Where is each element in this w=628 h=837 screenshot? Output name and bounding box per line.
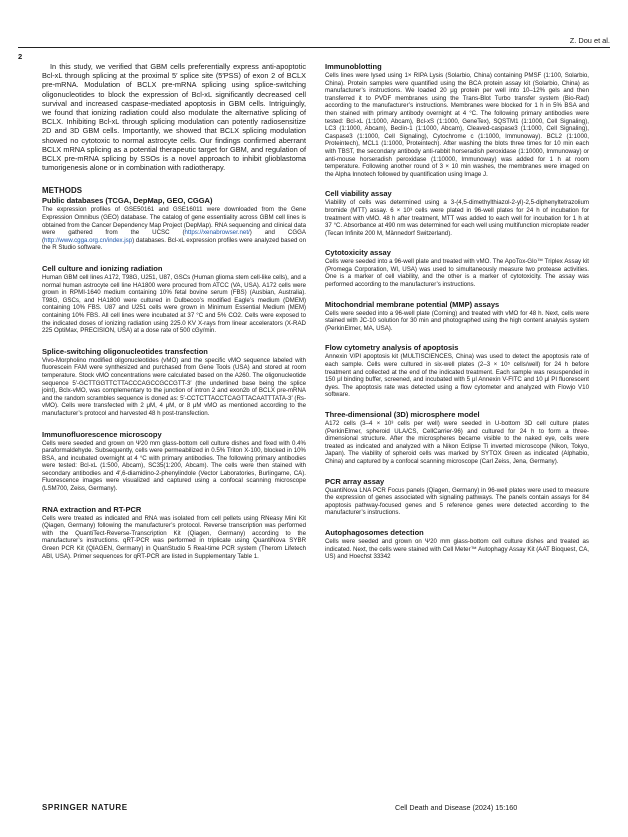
section-body <box>42 357 306 418</box>
left-sections <box>42 196 306 560</box>
intro-paragraph: In this study, we verified that GBM cells preferentially express anti-apoptotic Bcl-xL through splicing at the proximal 5′ splice site (5′PSS) of exon 2 of BCLX pre-mRNA. Modulation of BCLX pre-mRNA splicing using splice-switching oligonucleotides to block the expression of Bcl-xL significantly decreased cell survival and increased caspase-mediated apoptosis in GBM cells. Intriguingly, we found that ionizing radiation could also modulate the alternative splicing of BCLX. Inhibiting Bcl-xL through splicing modulation can potently radiosensitize 2D and 3D GBM cells. Importantly, we showed that BCLX splicing modulation showed no cytotoxic to normal astrocyte cells. Our findings confirmed aberrant BCLX mRNA splicing as a potential therapeutic target for GBM, and regulation of BCLX pre-mRNA splicing by SSOs is a novel approach to inhibit glioblastoma tumorigenesis alone or in combination with radiotherapy. <box>42 62 306 173</box>
running-head: Z. Dou et al. <box>569 36 610 45</box>
section-immunoblotting <box>325 62 589 178</box>
section-cytotoxicity-assay <box>325 248 589 288</box>
section-heading: Mitochondrial membrane potential (MMP) assays <box>325 299 500 309</box>
section-body <box>325 538 589 561</box>
body-text: Annexin V/PI apoptosis kit (MULTISCIENCES, China) was used to detect the apoptosis rate of each sample. Cells were cultured in six-well plates (2–3 × 10⁵ cells/well) for 24 h before treatment and collected at the end of the indicated treatment. Each sample was resuspended in 150 μl binding buffer, screened, and incubated with 5 μl Annexin V-FITC and 10 μl PI fluorescent dyes. The apoptosis rate was detected using a flow cytometer and analyzed with Flowjo V10 software. <box>325 353 589 399</box>
section-public-databases-tcga-depmap-geo-cgga <box>42 196 306 252</box>
methods-heading: METHODS <box>42 186 83 196</box>
body-text: A172 cells (3–4 × 10³ cells per well) were seeded in U-bottom 3D cell culture plates (PerkinElmer, spheroid ULA/CS, CellCarrier-96) and cultured for 24 h to form a three-dimensional structure. After the microspheres became visible to the naked eye, cells were treated as indicated and analyzed with a Nikon Eclipse Ti inverted microscope (Nikon, Tokyo, Japan). The viability of spheroid cells was marked by SYTOX Green as indicated (Alphabio, China) and captured by a confocal scanning microscope (Carl Zeiss, Jena, Germany). <box>325 420 589 465</box>
section-heading: Cell viability assay <box>325 189 392 199</box>
section-splice-switching-oligonucleotides-transfection <box>42 347 306 418</box>
body-text: Vivo-Morpholino modified oligonucleotides (vMO) and the specific vMO sequence labeled with fluorescein FAM were synthesized and purchased from Gene Tools (USA) and stored at room temperature. Stock vMO concentrations were calculated based on the A260. The oligonucleotide sequence 5′-GCTTGGTTCTTACCCAGCCGCCGTT-3′ (the underlined base being the splice joint), Bclx-vMO, was complementary to the junction of intron 2 and exon2b of BCLX pre-mRNA and the random scrambles sequence is doned as: 5′-CCTCTTACCTCAGTTACAATTTATA-3′ (Rs-vMO). Cells were transfected with 2 μM, 4 μM, or 8 μM vMO as mentioned according to the manufacturer’s protocol and harvested 48 h post-transfection. <box>42 356 306 417</box>
section-autophagosomes-detection <box>325 528 589 561</box>
section-body <box>325 420 589 466</box>
section-heading: Immunofluorescence microscopy <box>42 429 162 439</box>
section-rna-extraction-and-rt-pcr <box>42 505 306 561</box>
right-sections <box>325 62 589 561</box>
body-text: ) databases. Bcl-xL expression profiles were analyzed based on the R Studio software. <box>42 236 306 252</box>
section-heading: Flow cytometry analysis of apoptosis <box>325 343 459 353</box>
section-body <box>325 487 589 517</box>
body-text: Cells were treated as indicated and RNA was isolated from cell pellets using RNeasy Mini Kit (Qiagen, Germany) following the manufacturer’s protocol. Reverse transcription was performed with the QuantiTect-Reverse-Transcription Kit (Qiagen, Germany) according to the manufacturer’s instructions. qRT-PCR was performed in triplicate using QuantiNova SYBR Green PCR Kit (QIAGEN, Germany) in QuanStudio 5 Real-time PCR system (Therom Lifetech ABI, USA). Primer sequences for qRT-PCR are listed in Supplementary Table 1. <box>42 514 306 560</box>
section-heading: Public databases (TCGA, DepMap, GEO, CGGA) <box>42 196 213 206</box>
left-column <box>42 62 306 572</box>
section-heading: Splice-switching oligonucleotides transfection <box>42 346 208 356</box>
body-text: Viability of cells was determined using a 3-(4,5-dimethylthiazol-2-yl)-2,5-diphenyltetrazolium bromide (MTT) assay. 6 × 10³ cells were plated in 96-well plates for 24 h of incubation for treatment with vMO. 48 h after treatment, MTT was added to each well for incubation for 1 h at 37 °C. Absorbance at 490 nm was determined for each well using multifunction microplate reader (Tecan Infinite 200 M, Männedorf Switzerland). <box>325 199 589 237</box>
body-text: Cells lines were lysed using 1× RIPA Lysis (Solarbio, China) containing PMSF (1:100, Solarbio, China). Protein samples were quantified using the BCA protein assay kit (Solarbio, China) as manufacturer’s instructions. We loaded 20 μg protein per well into 10–12% gels and then transferred it to PVDF membranes using the Trans-Blot Turbo transfer system (Bio-Rad) according to the manufacturer’s instructions. Membranes were blocked for 1 h in 5% BSA and then stained with primary antibody overnight at 4 °C. The following primary antibodies were tested: Bcl-xL (1:1000, Abcam), Bcl-xS (1:1000, GeneTex), SQSTM1 (1:1000, Cell Signaling), LC3 (1:1000, Abcam), Beclin-1 (1:1000, Abcam), Cleaved-caspase3 (1:1000, Cell Signaling), Caspase3 (1:1000, Cell Signaling), Cytochrome c (1:1000, Immunoway). BCL2 (1:1000, Proteintech), MCL1 (1:1000, Proteintech). After washing the blots three times for 10 min each with TBST, the secondary antibody anti-rabbit horseradish peroxidase (1:10000, Immunoway) or anti-mouse horseradish peroxidase (1:10000, Immunoway) was added for 1 h at room temperature. Following another round of 3 × 10 min washes, the membranes were imaged on the Alpha Innotech followed by quantification using Image J. <box>325 72 589 178</box>
body-text: The expression profiles of GSE50161 and GSE16011 were downloaded from the Gene Expression Omnibus (GEO) database. The catalog of gene essentiality across GBM cell lines is obtained from the Cancer Dependency Map Project (DepMap). RNA sequencing and clinical data were gathered from the UCSC ( <box>42 206 306 237</box>
url-link[interactable]: http://www.cgga.org.cn/index.jsp <box>44 236 133 244</box>
section-heading: RNA extraction and RT-PCR <box>42 504 142 514</box>
page-number: 2 <box>18 52 23 61</box>
section-heading: Cytotoxicity assay <box>325 248 391 258</box>
section-body <box>42 274 306 335</box>
section-body <box>325 199 589 237</box>
section-body <box>42 515 306 561</box>
section-body <box>42 440 306 493</box>
section-body <box>325 258 589 288</box>
body-text: QuantiNova LNA PCR Focus panels (Qiagen, Germany) in 96-well plates were used to measure the expression of genes associated with signaling pathways. The panels contain assays for 84 apoptosis pathway-focused genes and 5 reference genes were detected according to the manufacturer’s instructions. <box>325 486 589 517</box>
publisher-logo: SPRINGER NATURE <box>42 803 128 812</box>
section-three-dimensional-3d-microsphere-model <box>325 410 589 466</box>
section-body <box>325 353 589 399</box>
body-text: Cells were seeded and grown on Ψ20 mm glass-bottom cell culture dishes and fixed with 0.4% paraformaldehyde. Subsequently, cells were permeabilized in 0.5% Triton X-100, blocked in 10% BSA, and incubated overnight at 4 °C with primary antibodies. The following primary antibodies were tested: Bcl-xL (1:500, Abcam), SC35(1:200, Abcam). The cells were then stained with secondary antibodies and 4′,6-diamidino-2-phenylindole (Vector Laboratories, Burlingame, CA). Fluorescence images were visualized and captured using a confocal scanning microscope (LSM700, Zeiss, Germany). <box>42 439 306 493</box>
body-text: Cells were seeded into a 96-well plate and treated with vMO. The ApoTox-Glo™ Triplex Assay kit (Promega Corporation, WI, USA) was used to simultaneously measure two protease activities. One is a marker of cell viability, and the other is a marker of cytotoxicity. The assay was performed according to the manufacturer’s instructions. <box>325 258 589 289</box>
section-flow-cytometry-analysis-of-apoptosis <box>325 343 589 399</box>
right-column <box>325 62 589 572</box>
body-text: Cells were seeded into a 96-well plate (Corning) and treated with vMO for 48 h. Next, cells were stained with JC-10 solution for 30 min and photographed using the high content analysis system (PerkinElmer, MA, USA). <box>325 309 589 332</box>
body-text: Human GBM cell lines A172, T98G, U251, U87, GSCs (Human glioma stem cell-like cells), and a normal human astrocyte cell line HA1800 were procured from ATCC (VA, USA). A172 cells were grown in RPMI-1640 medium containing 10% fetal bovine serum (FBS) (Ausbian, Australia). T98G, GSCs, and HA1800 were cultured in Dulbecco’s modified Eagle’s medium (DMEM) containing 10% FBS. U87 and U251 cells were grown in Minimum Essential Medium (MEM) containing 10% FBS. All cell lines were incubated at 37 °C and 5% CO2. Cells were exposed to the indicated doses of ionizing radiation using 225.0 KV X-rays from linear accelerators (X-RAD 225 OptiMax, PRECISION, USA) at a dose rate of 500 cGy/min. <box>42 274 306 335</box>
url-link[interactable]: https://xenabrowser.net/ <box>184 229 250 237</box>
section-heading: Autophagosomes detection <box>325 527 424 537</box>
section-heading: Immunoblotting <box>325 62 382 71</box>
section-mitochondrial-membrane-potential-mmp-assays <box>325 300 589 333</box>
section-pcr-array-assay <box>325 477 589 517</box>
section-body <box>325 310 589 333</box>
section-heading: Cell culture and ionizing radiation <box>42 264 163 273</box>
section-body <box>42 206 306 252</box>
section-immunofluorescence-microscopy <box>42 430 306 493</box>
section-heading: Three-dimensional (3D) microsphere model <box>325 410 480 419</box>
body-text: ) and CGGA ( <box>42 229 306 244</box>
section-cell-culture-and-ionizing-radiation <box>42 264 306 335</box>
section-heading: PCR array assay <box>325 476 385 486</box>
header-rule <box>18 47 610 48</box>
section-cell-viability-assay <box>325 189 589 237</box>
section-body <box>325 72 589 178</box>
body-text: Cells were seeded and grown on Ψ20 mm glass-bottom cell culture dishes and treated as indicated. Next, the cells were stained with Cell Meter™ Autophagy Assay Kit (AAT Bioquest, CA, US) and Hoechst 33342 <box>325 537 589 561</box>
journal-citation: Cell Death and Disease (2024) 15:160 <box>395 803 518 812</box>
